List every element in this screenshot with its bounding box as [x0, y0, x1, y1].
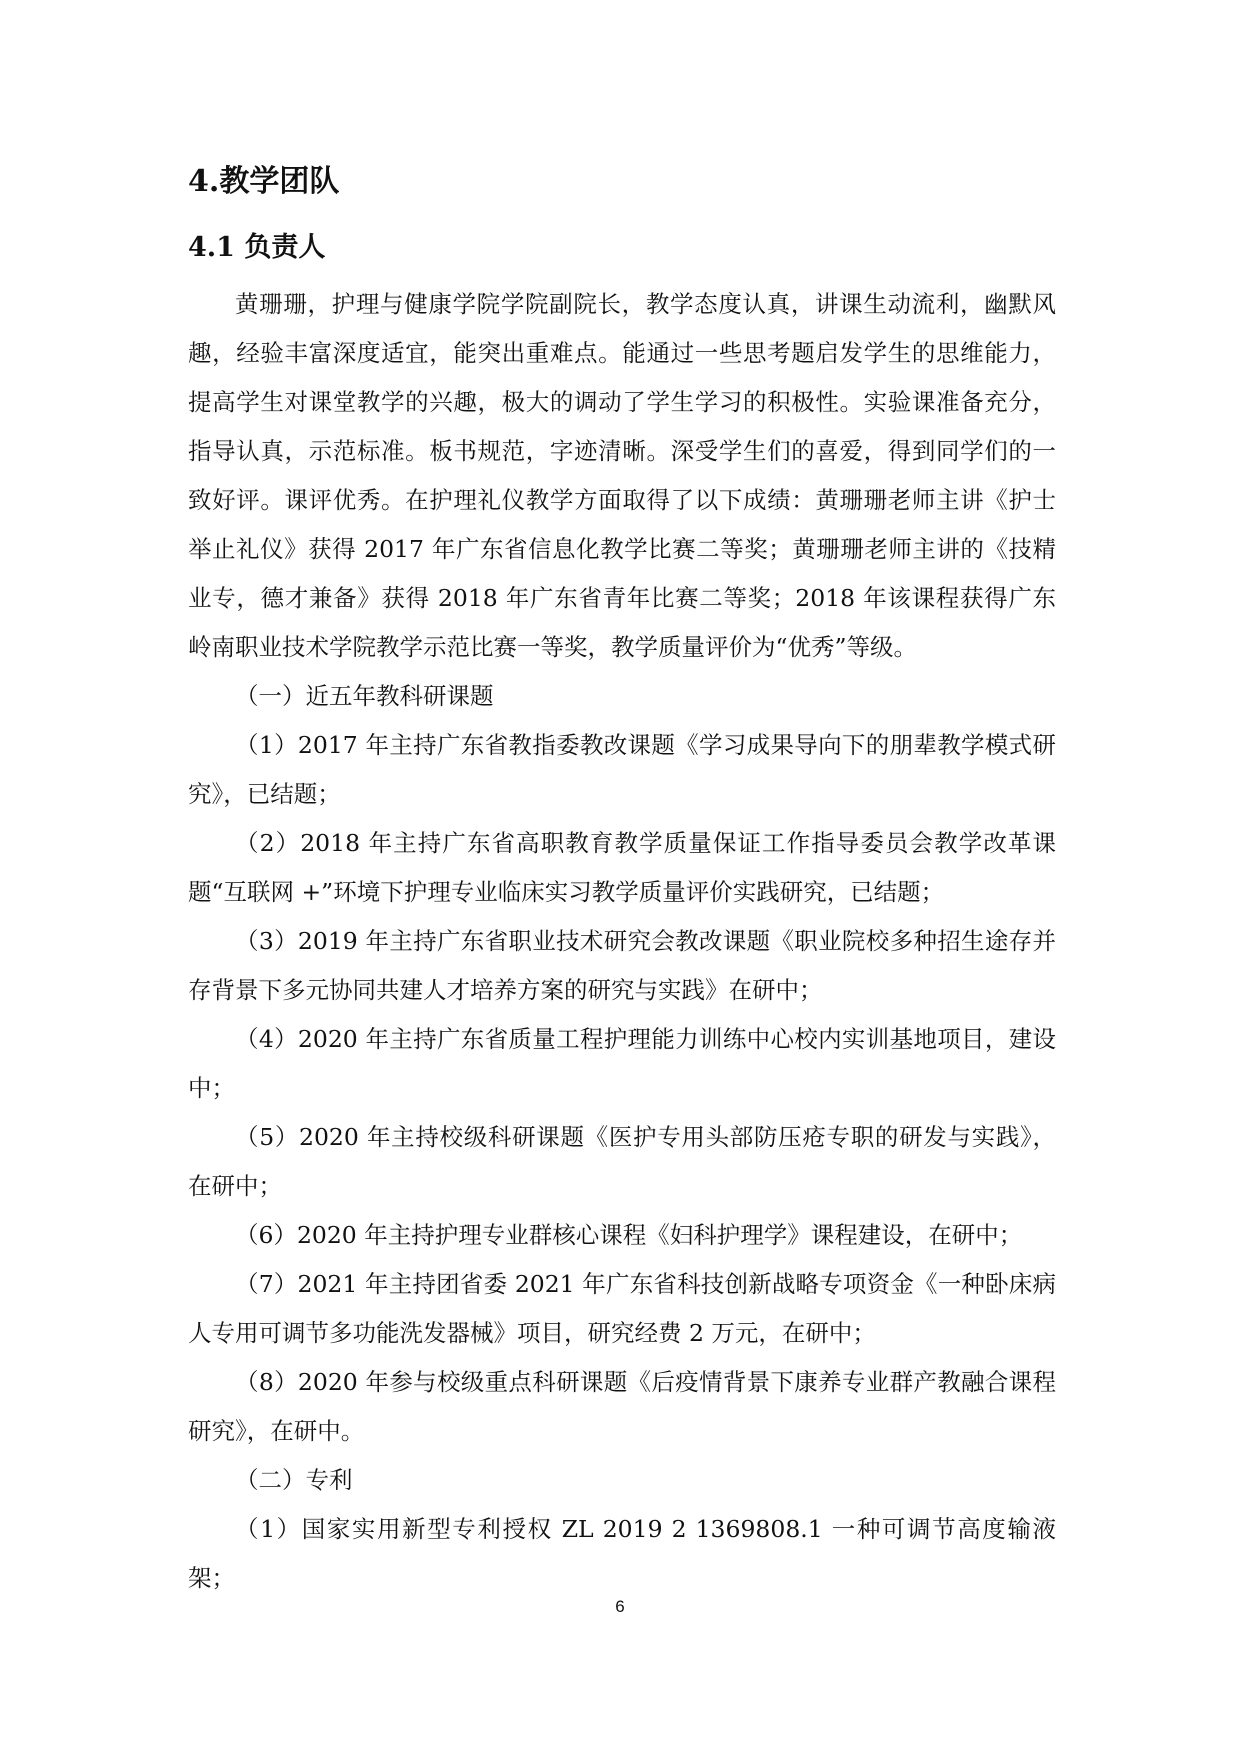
page-number: 6 [615, 1597, 625, 1616]
list-item: （4）2020 年主持广东省质量工程护理能力训练中心校内实训基地项目，建设中； [188, 1025, 1056, 1102]
subsection-heading: 4.1 负责人 [188, 232, 326, 263]
list-item: （7）2021 年主持团省委 2021 年广东省科技创新战略专项资金《一种卧床病人专用可调节多功能洗发器械》项目，研究经费 2 万元，在研中； [188, 1270, 1056, 1347]
list-item: （3）2019 年主持广东省职业技术研究会教改课题《职业院校多种招生途存并存背景下多元协同共建人才培养方案的研究与实践》在研中； [188, 927, 1056, 1004]
list-item: （1）国家实用新型专利授权 ZL 2019 2 1369808.1 一种可调节高度输液架； [188, 1515, 1056, 1592]
list-heading-research: （一）近五年教科研课题 [235, 682, 494, 710]
list-item: （5）2020 年主持校级科研课题《医护专用头部防压疮专职的研发与实践》，在研中； [188, 1123, 1056, 1200]
list-item: （1）2017 年主持广东省教指委教改课题《学习成果导向下的朋辈教学模式研究》，已结题； [188, 731, 1056, 808]
bio-paragraph: 黄珊珊，护理与健康学院学院副院长，教学态度认真，讲课生动流利，幽默风趣，经验丰富深度适宜，能突出重难点。能通过一些思考题启发学生的思维能力，提高学生对课堂教学的兴趣，极大的调动了学生学习的积极性。实验课准备充分，指导认真，示范标准。板书规范，字迹清晰。深受学生们的喜爱，得到同学们的一致好评。课评优秀。在护理礼仪教学方面取得了以下成绩：黄珊珊老师主讲《护士举止礼仪》获得 2017 年广东省信息化教学比赛二等奖；黄珊珊老师主讲的《技精业专，德才兼备》获得 2018 年广东省青年比赛二等奖；2018 年该课程获得广东岭南职业技术学院教学示范比赛一等奖，教学质量评价为“优秀”等级。 [188, 290, 1056, 661]
list-heading-patents: （二）专利 [235, 1466, 353, 1494]
section-heading: 4.教学团队 [188, 164, 340, 199]
list-item: （2）2018 年主持广东省高职教育教学质量保证工作指导委员会教学改革课题“互联网 +”环境下护理专业临床实习教学质量评价实践研究，已结题； [188, 829, 1056, 906]
body-text [188, 280, 1056, 1603]
list-item: （8）2020 年参与校级重点科研课题《后疫情背景下康养专业群产教融合课程研究》，在研中。 [188, 1368, 1056, 1445]
list-item: （6）2020 年主持护理专业群核心课程《妇科护理学》课程建设，在研中； [235, 1221, 1023, 1249]
